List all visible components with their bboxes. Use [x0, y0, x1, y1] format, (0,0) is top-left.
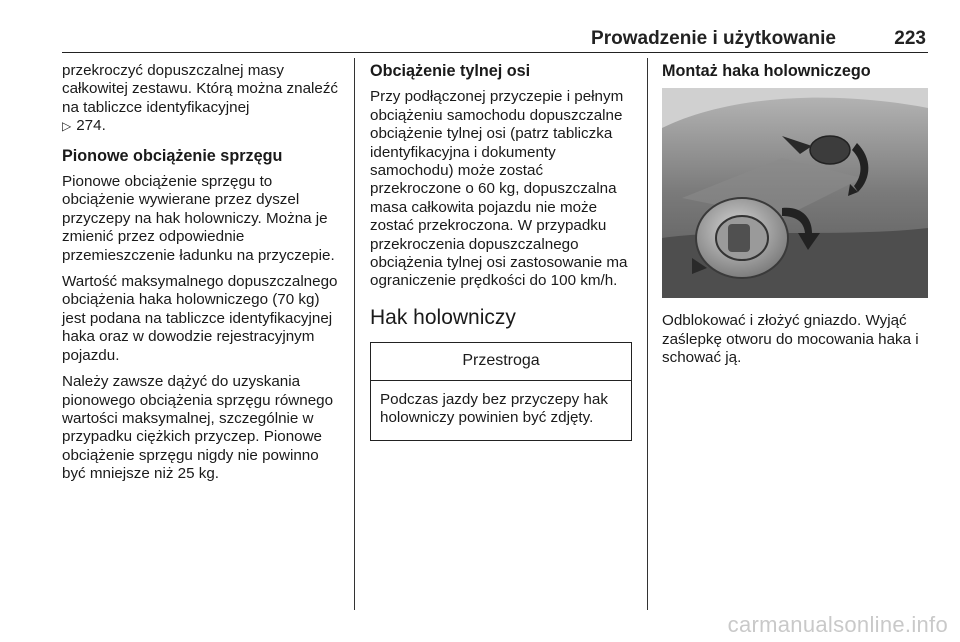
section-heading-hitch-mounting: Montaż haka holowniczego	[662, 62, 871, 80]
chapter-heading-tow-hitch: Hak holowniczy	[370, 305, 516, 329]
watermark: carmanualsonline.info	[727, 612, 948, 637]
warning-text: Podczas jazdy bez przyczepy hak holowniczy powinien być zdjęty.	[380, 390, 608, 427]
page-reference-arrow-icon: ▷	[62, 119, 72, 134]
intro-paragraph	[62, 62, 344, 136]
page-header	[62, 26, 928, 53]
warning-box	[370, 342, 632, 440]
tow-hitch-socket-illustration	[662, 88, 928, 298]
column-divider	[647, 58, 648, 610]
section-heading-rear-axle: Obciążenie tylnej osi	[370, 62, 531, 80]
paragraph: Wartość maksymalnego dopuszczalnego obciążenia haka holowniczego (70 kg) jest podana na tabliczce identyfikacyjnej haka oraz w dowodzie rejestracyjnym pojazdu.	[62, 273, 338, 364]
paragraph: Przy podłączonej przyczepie i pełnym obciążeniu samochodu dopuszczalne obciążenie tylnej osi (patrz tabliczka identyfikacyjna i dokumenty samochodu) może zostać przekroczone o 60 kg, dopuszczalna masa całkowita pojazdu nie może zostać przekroczona. W przypadku przekroczenia dopuszczalnego obciążenia tylnej osi zastosowanie ma ograniczenie prędkości do 100 km/h.	[370, 88, 628, 290]
page-number: 223	[894, 28, 926, 49]
paragraph: Odblokować i złożyć gniazdo. Wyjąć zaślepkę otworu do mocowania haka i schować ją.	[662, 312, 919, 367]
intro-text: przekroczyć dopuszczalnej masy całkowitej zestawu. Którą można znaleźć na tabliczce identyfikacyjnej	[62, 62, 339, 116]
column-right	[662, 62, 928, 376]
page-reference[interactable]: 274.	[76, 117, 106, 135]
column-middle	[370, 62, 634, 441]
header-title: Prowadzenie i użytkowanie	[591, 28, 836, 49]
paragraph: Należy zawsze dążyć do uzyskania pionowego obciążenia sprzęgu równego wartości maksymalnej, szczególnie w przypadku ciężkich przyczep. Pionowe obciążenie sprzęgu nigdy nie powinno być mniejsze niż 25 kg.	[62, 373, 334, 483]
column-divider	[354, 58, 355, 610]
section-heading-vertical-load: Pionowe obciążenie sprzęgu	[62, 146, 283, 165]
warning-title: Przestroga	[371, 343, 631, 380]
column-left	[62, 62, 344, 492]
paragraph: Pionowe obciążenie sprzęgu to obciążenie wywierane przez dyszel przyczepy na hak holowniczy. Można je zmienić przez odpowiednie przemieszczenie ładunku na przyczepie.	[62, 173, 335, 264]
